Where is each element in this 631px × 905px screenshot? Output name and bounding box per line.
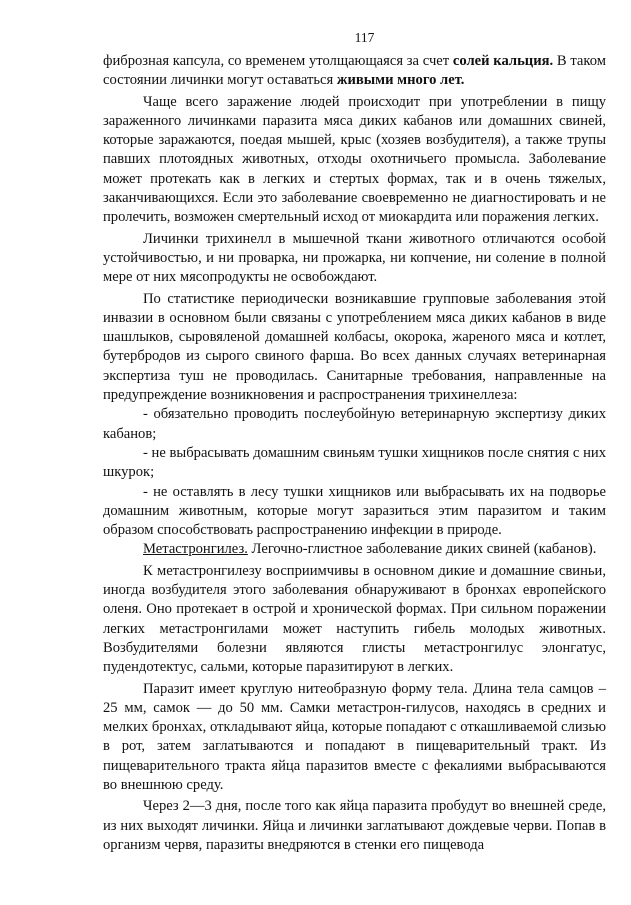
bullet-item-3: - не оставлять в лесу тушки хищников или выбрасывать их на подворье домашним животным, которые могут заразиться этим паразитом и таким образом способствовать распространению инфекции в природе. [103, 483, 606, 539]
heading-rest: Легочно-глистное заболевание диких свиней (кабанов). [247, 541, 597, 558]
paragraph-larvae-exit: Через 2—3 дня, после того как яйца паразита пробудут во внешней среде, из них выходят личинки. Яйца и личинки заглатывают дождевые черви. Попав в организм червя, паразиты внедряются в стенки его пищевода [103, 798, 606, 853]
term-metastrongylosis: Метастронгилез. [143, 541, 248, 558]
paragraph-larvae-resistance: Личинки трихинелл в мышечной ткани животного отличаются особой устойчивостью, и ни проварка, ни прожарка, ни копчение, ни соление в полной мере от них мясопродукты не освобождают. [103, 230, 606, 286]
bullet-item-1: - обязательно проводить послеубойную ветеринарную экспертизу диких кабанов; [103, 406, 606, 442]
bullet-item-2: - не выбрасывать домашним свиньям тушки хищников после снятия с них шкурок; [103, 444, 606, 481]
paragraph-statistics: По статистике периодически возникавшие групповые заболевания этой инвазии в основном были связаны с употреблением мяса диких кабанов в виде шашлыков, сыровяленой домашней колбасы, окорока, жареного мяса и котлет, бутербродов из сырого свиного фарша. Во всех данных случаях ветеринарная экспертиза туш не проводилась. Санитарные требования, направленные на предупреждение возникновения и распространения трихинеллеза: [103, 290, 606, 404]
paragraph-metastrongylosis-heading [103, 540, 606, 559]
p1-bold-d: живыми много лет. [336, 72, 465, 89]
paragraph-infection: Чаще всего заражение людей происходит при употреблении в пищу зараженного личинками паразита мяса диких кабанов или домашних свиней, которые заражаются, поедая мышей, крыс (хозяев возбудителя), а также трупы павших плотоядных животных, отходы охотничьего промысла. Заболевание может протекать как в легких и стертых формах, так и в очень тяжелых, заканчивающихся. Если это заболевание своевременно не диагностировать и не пролечить, возможен смертельный исход от миокардита или поражения легких. [103, 93, 606, 226]
paragraph-susceptibility: К метастронгилезу восприимчивы в основном дикие и домашние свиньи, иногда возбудителя этого заболевания обнаруживают в бронхах европейского оленя. Оно протекает в острой и хронической формах. При сильном поражении легких метастронгилами может наступить гибель молодых животных. Возбудителями болезни являются глисты метастронгилус элонгатус, пудендотектус, сальми, которые паразитируют в легких. [103, 562, 606, 676]
p1-bold-b: солей кальция. [452, 53, 554, 69]
page-number: 117 [354, 30, 375, 45]
paragraph-parasite-form: Паразит имеет круглую нитеобразную форму тела. Длина тела самцов – 25 мм, самок — до 50 мм. Самки метастрон-гилусов, находясь в средних и мелких бронхах, откладывают яйца, которые попадают с откашливаемой слизью в рот, затем заглатываются и попадают в пищеварительный тракт. Из пищеварительного тракта яйца паразитов вместе с фекалиями выбрасываются во внешнюю среду. [103, 680, 606, 793]
paragraph-capsule [103, 52, 606, 91]
p1-text-a: фиброзная капсула, со временем утолщающаяся за счет [103, 53, 453, 69]
p1-text-c: В таком состоянии личинки могут оставаться [103, 53, 606, 89]
